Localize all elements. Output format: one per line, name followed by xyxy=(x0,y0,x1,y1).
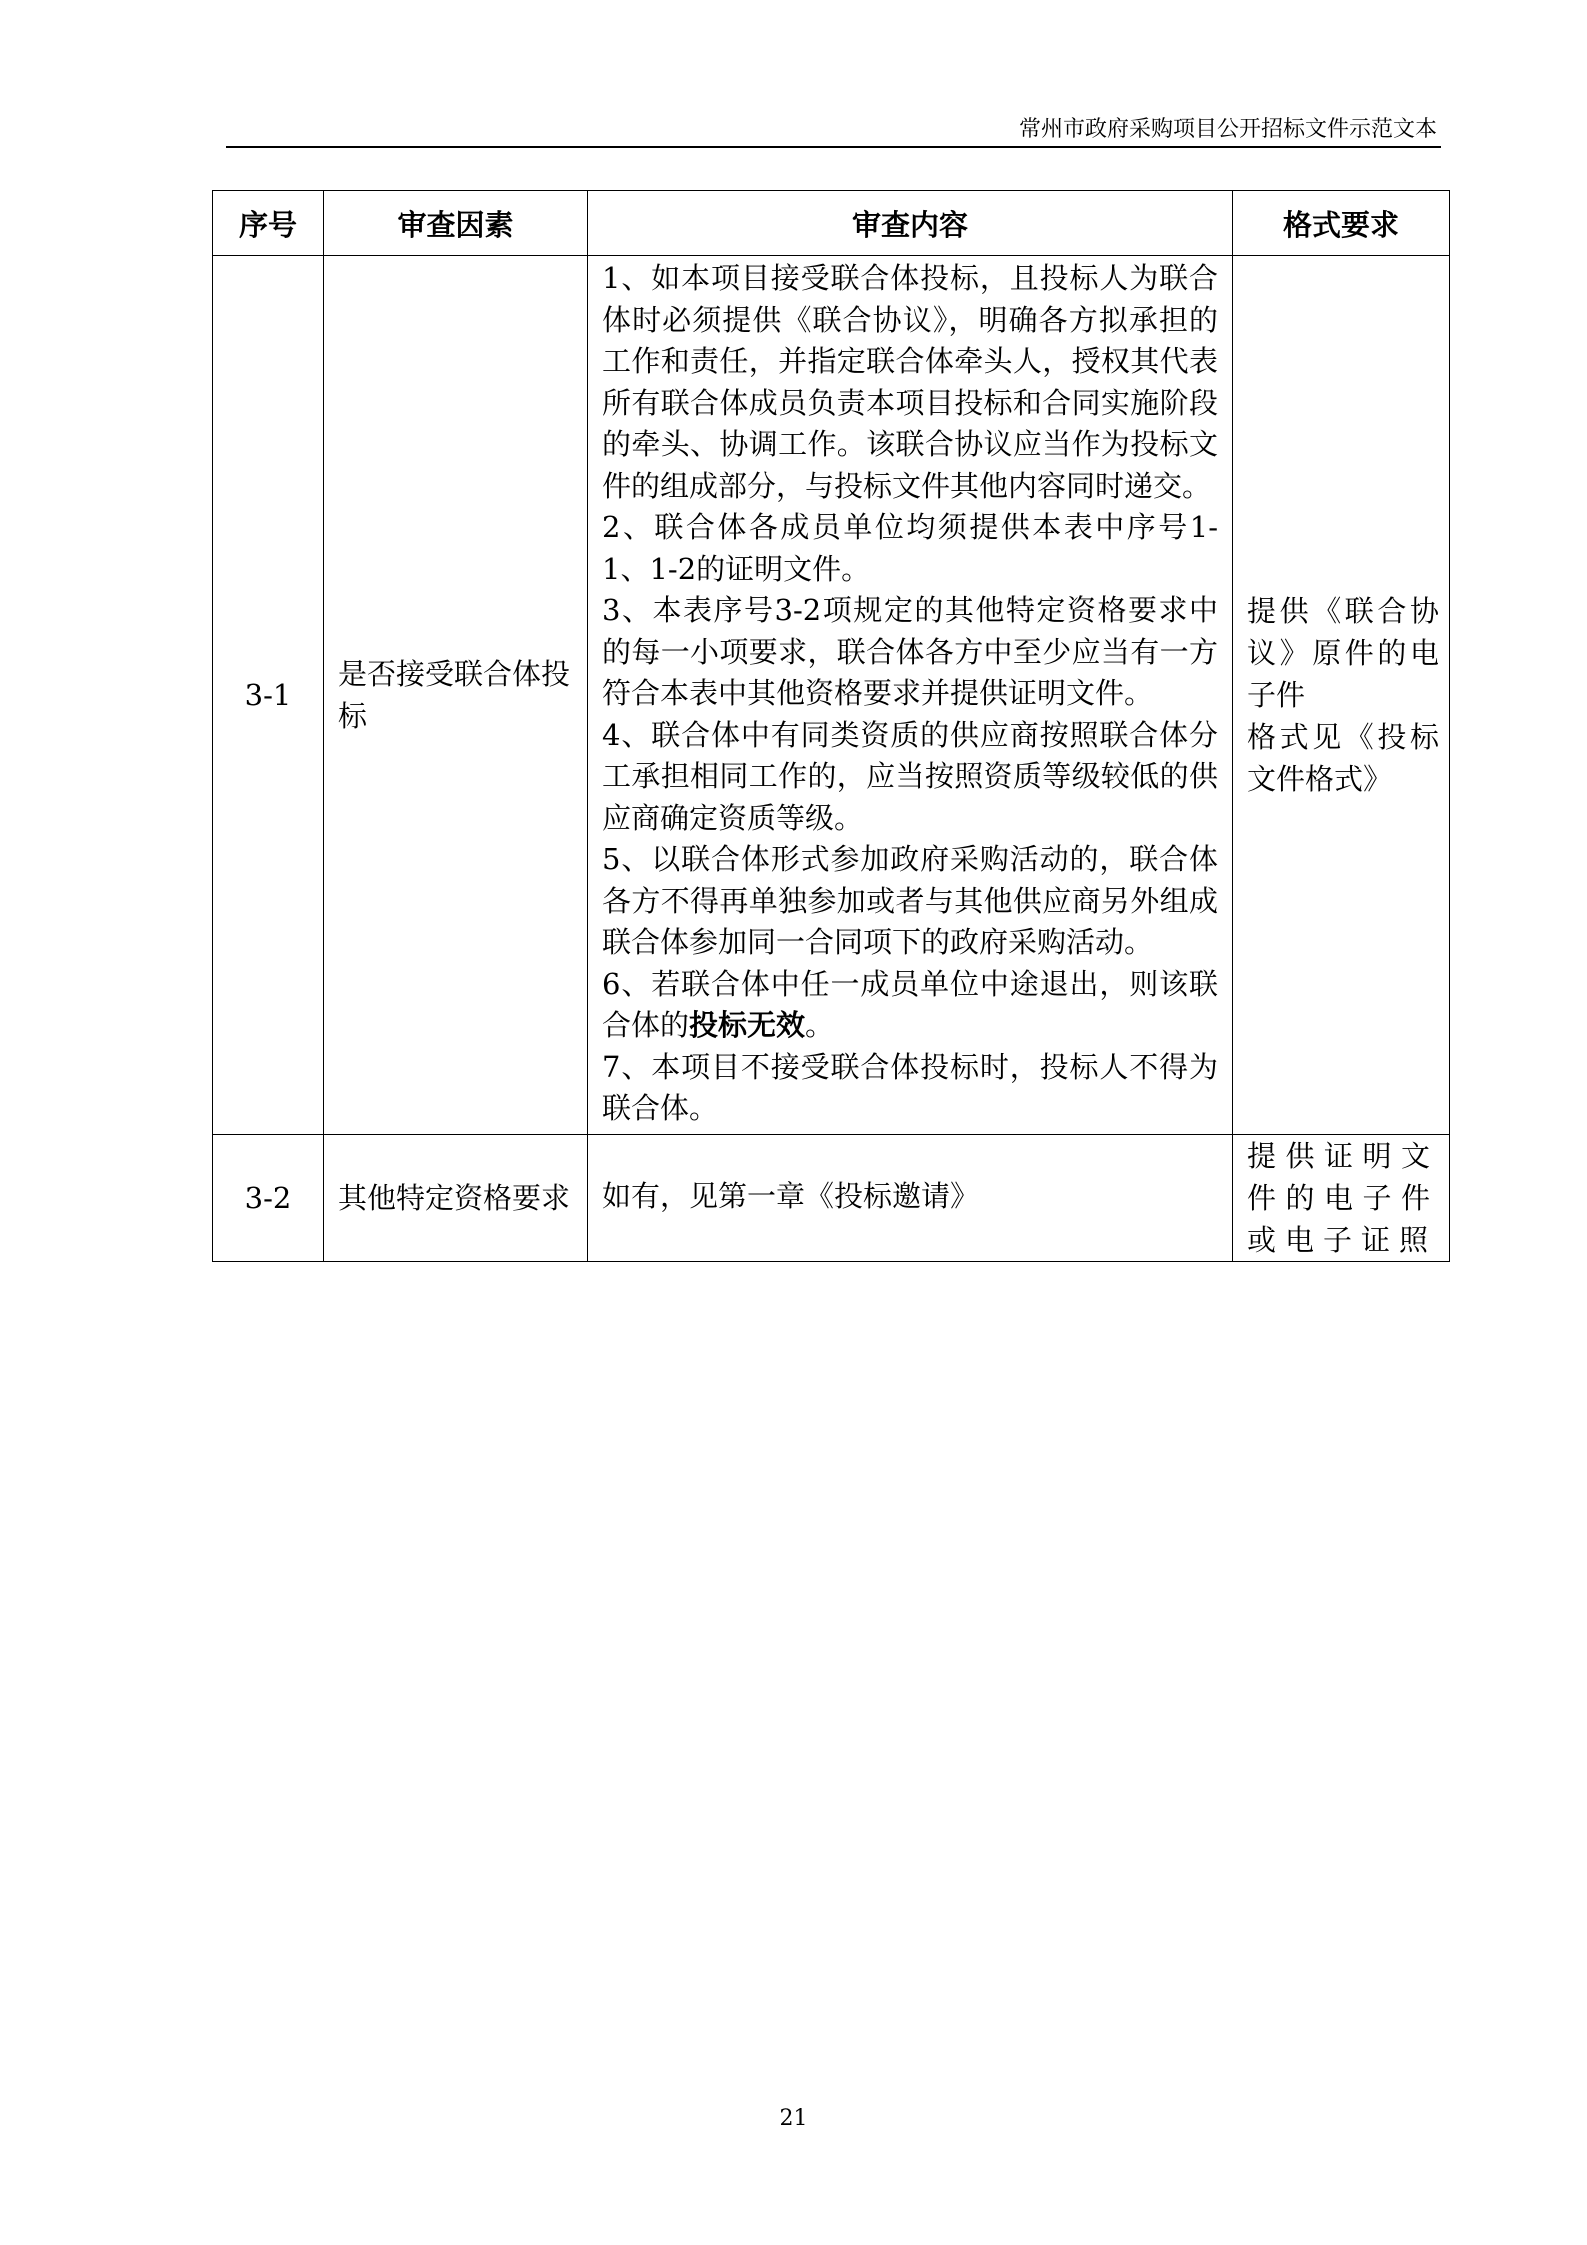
review-table xyxy=(212,190,1450,1262)
content-item-text: 6、若联合体中任一成员单位中途退出，则该联合体的 xyxy=(602,966,1218,1042)
content-item: 5、以联合体形式参加政府采购活动的，联合体各方不得再单独参加或者与其他供应商另外组成联合体参加同一合同项下的政府采购活动。 xyxy=(602,842,1218,959)
header-format: 格式要求 xyxy=(1233,191,1450,256)
format-line: 格式见《投标文件格式》 xyxy=(1247,719,1439,796)
format-line: 提供证明文件的电子件或电子证照 xyxy=(1247,1138,1439,1257)
table-row xyxy=(213,1134,1450,1261)
format-line: 提供《联合协议》原件的电子件 xyxy=(1247,593,1439,712)
header-divider xyxy=(226,146,1441,148)
row-factor: 是否接受联合体投标 xyxy=(324,256,588,1135)
content-item: 4、联合体中有同类资质的供应商按照联合体分工承担相同工作的，应当按照资质等级较低的供应商确定资质等级。 xyxy=(602,717,1218,835)
table-header-row xyxy=(213,191,1450,256)
row-content xyxy=(588,256,1233,1135)
page-number: 21 xyxy=(779,2106,808,2131)
row-format xyxy=(1233,1134,1450,1261)
table-row xyxy=(213,256,1450,1135)
content-item: 2、联合体各成员单位均须提供本表中序号1-1、1-2的证明文件。 xyxy=(602,510,1218,586)
content-item: 7、本项目不接受联合体投标时，投标人不得为联合体。 xyxy=(602,1049,1218,1125)
row-seq: 3-1 xyxy=(213,256,324,1135)
header-factor: 审查因素 xyxy=(324,191,588,256)
bid-invalid-emphasis: 投标无效 xyxy=(689,1008,806,1042)
content-item: 3、本表序号3-2项规定的其他特定资格要求中的每一小项要求，联合体各方中至少应当有一方符合本表中其他资格要求并提供证明文件。 xyxy=(602,593,1218,710)
content-item-suffix: 。 xyxy=(805,1008,835,1042)
row-seq: 3-2 xyxy=(213,1134,324,1261)
content-item xyxy=(602,964,1218,1047)
row-factor: 其他特定资格要求 xyxy=(324,1134,588,1261)
content-item: 如有，见第一章《投标邀请》 xyxy=(602,1178,980,1213)
running-header: 常州市政府采购项目公开招标文件示范文本 xyxy=(1018,117,1437,142)
content-item: 1、如本项目接受联合体投标，且投标人为联合体时必须提供《联合协议》，明确各方拟承担的工作和责任，并指定联合体牵头人，授权其代表所有联合体成员负责本项目投标和合同实施阶段的牵头、协调工作。该联合协议应当作为投标文件的组成部分，与投标文件其他内容同时递交。 xyxy=(602,261,1218,503)
row-format xyxy=(1233,256,1450,1135)
row-content xyxy=(588,1134,1233,1261)
header-seq: 序号 xyxy=(213,191,324,256)
header-content: 审查内容 xyxy=(588,191,1233,256)
